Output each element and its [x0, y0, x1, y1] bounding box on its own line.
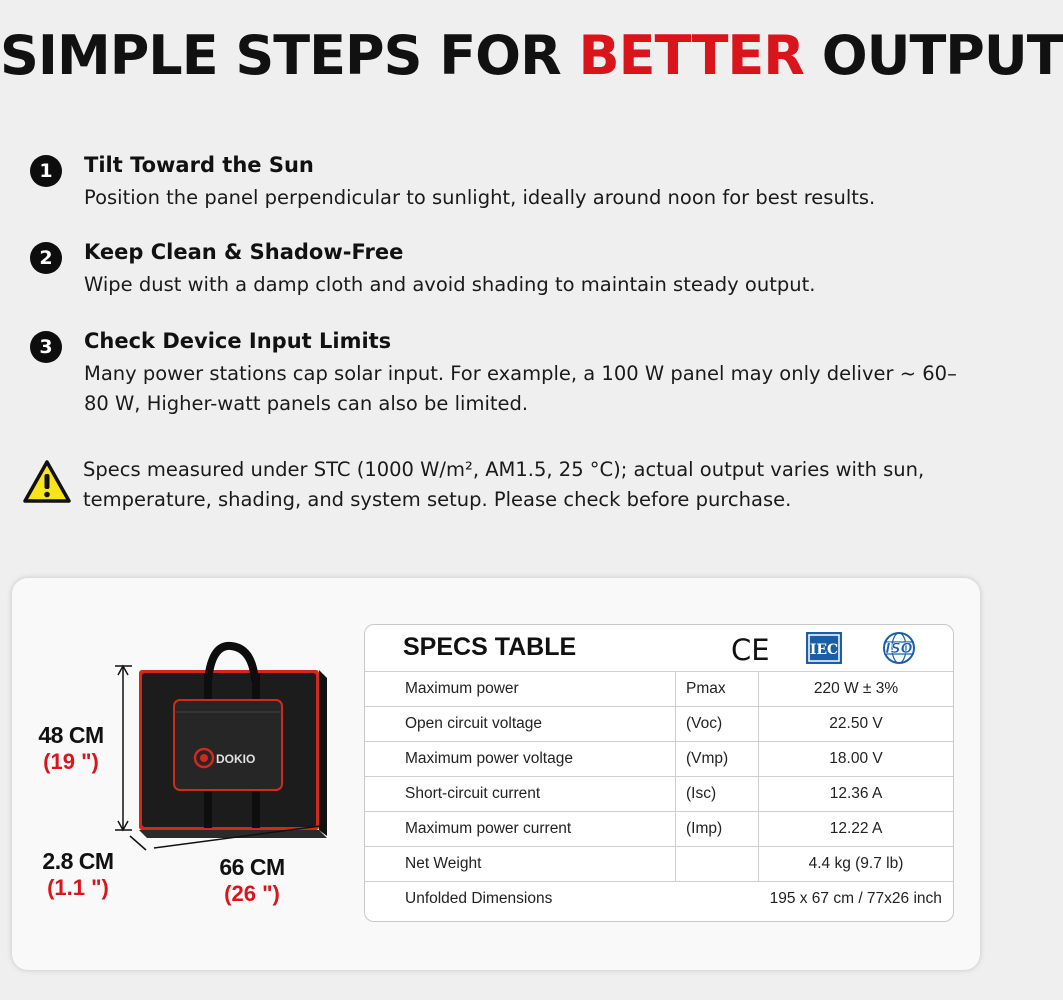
spec-label: Maximum power [365, 672, 676, 707]
step-number-badge: 1 [30, 155, 62, 187]
depth-cm: 2.8 CM [42, 848, 114, 874]
spec-value: 22.50 V [759, 707, 954, 742]
height-cm: 48 CM [38, 722, 104, 748]
spec-symbol [676, 882, 759, 917]
specs-header [365, 625, 953, 671]
specs-title: SPECS TABLE [403, 633, 577, 661]
height-inch: (19 ") [43, 749, 99, 774]
step-title: Check Device Input Limits [84, 329, 392, 353]
solar-panel-bag-image [108, 640, 334, 858]
iso-logo-text: ISO [885, 641, 913, 657]
spec-label: Maximum power voltage [365, 742, 676, 777]
spec-label: Unfolded Dimensions [365, 882, 676, 917]
width-dimension [202, 854, 302, 907]
depth-inch: (1.1 ") [47, 875, 109, 900]
spec-symbol [676, 847, 759, 882]
step-description: Wipe dust with a damp cloth and avoid shading to maintain steady output. [84, 273, 816, 296]
iec-logo-text: IEC [809, 642, 839, 658]
table-row [365, 882, 953, 917]
ce-mark-icon [731, 633, 770, 667]
specs-table-body [365, 671, 953, 916]
iec-logo-icon [805, 631, 843, 665]
specs-table [364, 624, 954, 922]
spec-value: 12.22 A [759, 812, 954, 847]
spec-value: 12.36 A [759, 777, 954, 812]
table-row [365, 812, 953, 847]
spec-symbol: (Imp) [676, 812, 759, 847]
spec-value: 220 W ± 3% [759, 672, 954, 707]
step-number-badge: 3 [30, 331, 62, 363]
iso-logo-icon [877, 630, 921, 666]
step-number-badge: 2 [30, 242, 62, 274]
table-row [365, 707, 953, 742]
spec-label: Short-circuit current [365, 777, 676, 812]
page-headline [0, 24, 1063, 87]
step-title: Tilt Toward the Sun [84, 153, 314, 177]
step-title: Keep Clean & Shadow-Free [84, 240, 404, 264]
height-dimension [26, 722, 116, 775]
width-inch: (26 ") [224, 881, 280, 906]
table-row [365, 742, 953, 777]
spec-value: 18.00 V [759, 742, 954, 777]
depth-dimension [28, 848, 128, 901]
spec-symbol: (Isc) [676, 777, 759, 812]
headline-part-2: OUTPUT [803, 24, 1063, 87]
spec-value: 4.4 kg (9.7 lb) [759, 847, 954, 882]
headline-part-1: SIMPLE STEPS FOR [0, 24, 579, 87]
spec-symbol: (Voc) [676, 707, 759, 742]
spec-label: Net Weight [365, 847, 676, 882]
step-description: Many power stations cap solar input. For example, a 100 W panel may only deliver ~ 60–80 W, Higher-watt panels can also be limited. [84, 362, 957, 415]
spec-value: 195 x 67 cm / 77x26 inch [759, 882, 954, 917]
spec-symbol: (Vmp) [676, 742, 759, 777]
width-cm: 66 CM [219, 854, 285, 880]
warning-text: Specs measured under STC (1000 W/m², AM1.5, 25 °C); actual output varies with sun, temperature, shading, and system setup. Please check before purchase. [83, 458, 925, 511]
table-row [365, 847, 953, 882]
spec-symbol: Pmax [676, 672, 759, 707]
warning-triangle-icon [22, 459, 72, 505]
brand-logo-text: DOKIO [216, 752, 256, 766]
table-row [365, 777, 953, 812]
ce-mark-text: CE [731, 633, 770, 667]
spec-label: Open circuit voltage [365, 707, 676, 742]
step-description: Position the panel perpendicular to sunlight, ideally around noon for best results. [84, 186, 876, 209]
table-row [365, 672, 953, 707]
spec-label: Maximum power current [365, 812, 676, 847]
headline-accent: BETTER [578, 24, 804, 87]
